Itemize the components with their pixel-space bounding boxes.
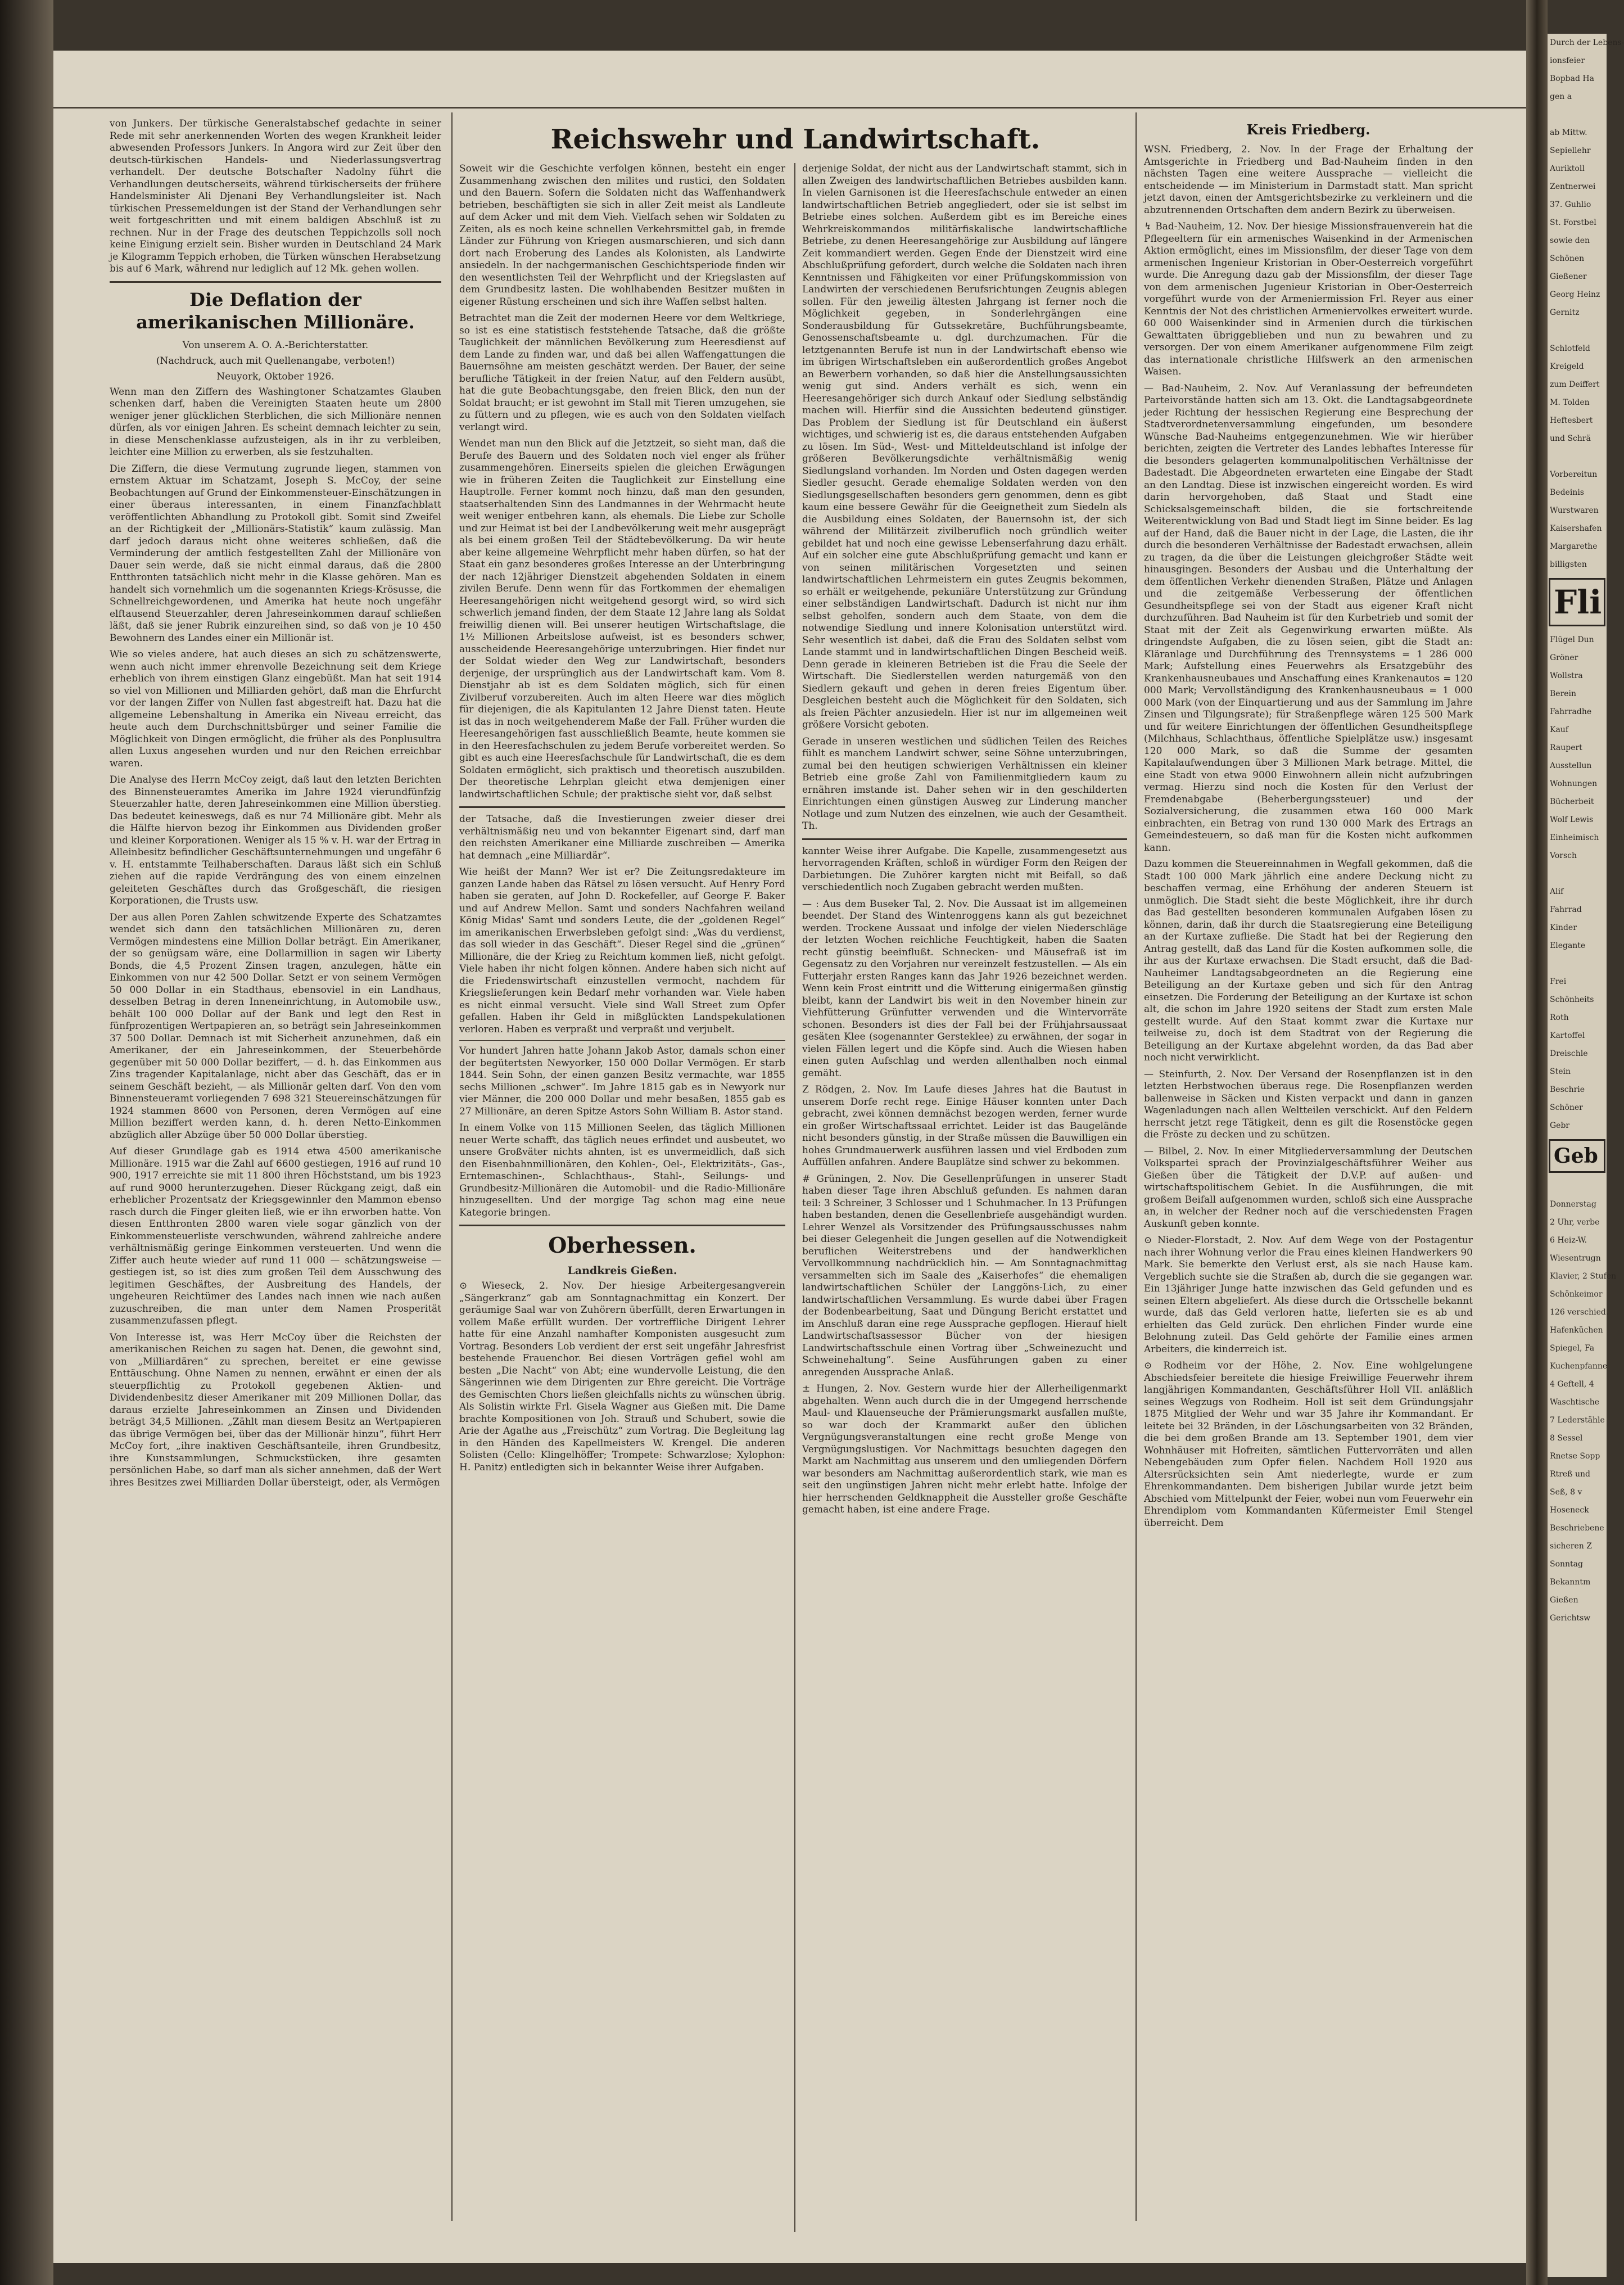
adjacent-page-fragment: Frei xyxy=(1550,977,1567,986)
adjacent-page-text xyxy=(1548,34,1624,1627)
adjacent-page-fragment: Klavier, 2 Stufen xyxy=(1550,1272,1617,1281)
adjacent-page-fragment: St. Forstbel xyxy=(1550,218,1596,227)
column-1 xyxy=(110,118,441,2198)
paragraph: In einem Volke von 115 Millionen Seelen, das täglich Millionen neuer Werte schafft, das täglich neues erfindet und ausbeutet, wo unsere Großväter nichts ahnten, ist es unvermeidlich, daß sich den Eisenbahnmillionären, den Kohlen-, Oel-, Elektrizitäts-, Gas-, Erntemaschinen-, Schlachthaus-, Stahl-, Seilungs- und Grundbesitz-Millionären die Automobil- und die Radio-Millionäre hinzugesellten. Und der morgige Tag schon mag eine neue Kategorie bringen. xyxy=(459,1122,785,1218)
adjacent-page-fragment: Auriktoll xyxy=(1550,164,1585,173)
adjacent-page-fragment: Fahrradhe xyxy=(1550,707,1592,716)
adjacent-page-fragment: Gerichtsw xyxy=(1550,1614,1591,1623)
paragraph: Die Ziffern, die diese Vermutung zugrunde liegen, stammen von ernstem Aktuar im Schatzamt, Joseph S. McCoy, der seine Beobachtungen auf Grund der Einkommensteuer-Einschätzungen in einer überaus interessanten, in einem Finanzfachblatt veröffentlichten Abhandlung zu Protokoll gibt. Somit sind Zweifel an der Richtigkeit der „Millionärs-Statistik“ kaum zulässig. Man darf jedoch daraus nicht ohne weiteres schließen, daß die Verminderung der amtlich festgestellten Zahl der Millionäre von Dauer sein werde, daß sie nicht einmal daraus, daß die 2800 Entthronten tatsächlich nicht mehr in die Klasse gehören. Man es handelt sich vornehmlich um die sogenannten Kriegs-Krösusse, die Schnellreichgewordenen, und Amerika hat heute noch ungefähr elftausend Steuerzahler, deren Jahreseinkommen darauf schließen läßt, daß sie jener Rubrik einzureihen sind, so daß von je 10 450 Bewohnern des Landes einer ein Millionär ist. xyxy=(110,463,442,644)
adjacent-page-fragment: 37. Guhlio xyxy=(1550,200,1591,209)
adjacent-page-fragment: M. Tolden xyxy=(1550,398,1590,407)
adjacent-page-fragment: Rnetse Sopp xyxy=(1550,1452,1600,1461)
adjacent-page-fragment xyxy=(1548,448,1607,466)
adjacent-page-fragment: Schöner xyxy=(1550,1103,1583,1112)
column-4 xyxy=(1144,118,1473,2232)
paragraph: Gerade in unseren westlichen und südlichen Teilen des Reiches fühlt es manchem Landwirt schwer, seine Söhne unterzubringen, zumal bei den heutigen schwierigen Verhältnissen ein kleiner Betrieb eine große Zahl von Familienmitgliedern kaum zu ernähren imstande ist. Daher sehen wir in den geschilderten Einrichtungen einen günstigen Ausweg zur Linderung mancher Notlage und zum Nutzen des einzelnen, wie auch der Gesamtheit. Th. xyxy=(802,735,1127,832)
column-2 xyxy=(459,163,785,2232)
section-divider xyxy=(459,1040,785,1041)
adjacent-page-fragment: Schönen xyxy=(1550,254,1585,263)
paragraph: kannter Weise ihrer Aufgabe. Die Kapelle, zusammengesetzt aus hervorragenden Kräften, schloß in würdiger Form den Reigen der Darbietungen. Die Zuhörer kargten nicht mit Beifall, so daß verschiedentlich noch Zugaben gebracht werden mußten. xyxy=(802,845,1127,893)
adjacent-page-fragment: Schönkeimor xyxy=(1550,1290,1603,1299)
paragraph: — : Aus dem Buseker Tal, 2. Nov. Die Aussaat ist im allgemeinen beendet. Der Stand des Wintenroggens kann als gut bezeichnet werden. Trockene Aussaat und infolge der vielen Niederschläge der letzten Wochen reichliche Feuchtigkeit, haben die Saaten recht günstig beeinflußt. Schnecken- und Mäusefraß ist im Gegensatz zu den Vorjahren nur vereinzelt festzustellen. — Als ein Futterjahr ersten Ranges kann das Jahr 1926 bezeichnet werden. Wenn kein Frost eintritt und die Witterung einigermaßen günstig bleibt, kann der Landwirt bis weit in den November hinein zur Viehfütterung Grünfutter verwenden und die Wintervorräte schonen. Besonders ist dies der Fall bei der Frühjahrsaussaat gesäten Klee (sogenannter Gersteklee) zu erwähnen, der sogar in vielen Fällen legert und die Köpfe sind. Auch die Wiesen haben einen guten Aufschlag und werden allenthalben noch einmal gemäht. xyxy=(802,898,1127,1079)
adjacent-page-fragment: Fahrrad xyxy=(1550,905,1582,914)
paragraph: Wie so vieles andere, hat auch dieses an sich zu schätzenswerte, wenn auch nicht immer ehrenvolle Bezeichnung seit dem Kriege erheblich von ihrem einstigen Glanz eingebüßt. Man hat seit 1914 so viel von Millionen und Milliarden gehört, daß man die Ehrfurcht vor der langen Ziffer von Nullen fast abgestreift hat. Dazu hat die allgemeine Lebenshaltung in Amerika ein Niveau erreicht, das heute auch dem Durchschnittsbürger und seiner Familie die Möglichkeit von Dingen ermöglicht, die früher als des Ponplusultra allen Luxus angesehen wurden und nur den Reichen erreichbar waren. xyxy=(110,649,441,769)
reichswehr-headline: Reichswehr und Landwirtschaft. xyxy=(550,124,1041,155)
adjacent-page-fragment xyxy=(1548,322,1607,340)
adjacent-page-fragment: Georg Heinz xyxy=(1550,290,1600,299)
adjacent-page-fragment: Wiesentrugn xyxy=(1550,1254,1601,1263)
section-divider xyxy=(802,838,1127,840)
adjacent-page-fragment: Stein xyxy=(1550,1067,1571,1076)
paragraph: WSN. Friedberg, 2. Nov. In der Frage der Erhaltung der Amtsgerichte in Friedberg und Bad-Nauheim finden in den nächsten Tagen eine weitere Aussprache — vielleicht die entscheidende — im Ministerium in Darmstadt statt. Man spricht jetzt davon, einen der Amtsgerichtsbezirke zu verkleinern und die abzutrennenden Ortschaften dem andern Bezirk zu überweisen. xyxy=(1144,144,1473,216)
deflation-byline: Von unserem A. O. A.-Berichterstatter. xyxy=(182,339,369,351)
column-3 xyxy=(802,163,1127,2232)
adjacent-page-fragment: Hafenküchen xyxy=(1550,1326,1603,1335)
adjacent-page-fragment: Vorsch xyxy=(1550,851,1577,860)
adjacent-page-fragment: Dreischle xyxy=(1550,1049,1588,1058)
adjacent-page-fragment: sowie den xyxy=(1550,236,1590,245)
adjacent-page-fragment: Roth xyxy=(1550,1013,1569,1022)
paragraph: — Bilbel, 2. Nov. In einer Mitgliederversammlung der Deutschen Volkspartei sprach der Provinzialgeschäftsführer Weiher aus Gießen über die Tätigkeit der D.V.P. auf außen- und wirtschaftspolitischem Gebiet. In die Ausführungen, die mit großem Beifall aufgenommen wurden, schloß sich eine Aussprache an, in welcher der Redner noch auf die verschiedensten Fragen Auskunft geben konnte. xyxy=(1144,1145,1473,1230)
adjacent-page-fragment: Elegante xyxy=(1550,941,1586,950)
adjacent-page-fragment: Sonntag xyxy=(1550,1560,1583,1569)
adjacent-page-fragment: ionsfeier xyxy=(1550,56,1585,65)
adjacent-page-fragment: Wohnungen xyxy=(1550,779,1598,788)
adjacent-page-fragment: Bücherbeit xyxy=(1550,797,1594,806)
adjacent-page-fragment: Wurstwaren xyxy=(1550,506,1599,515)
adjacent-page-fragment: sicheren Z xyxy=(1550,1542,1592,1551)
adjacent-page-fragment xyxy=(1548,955,1607,973)
section-divider xyxy=(459,806,785,808)
paragraph: ⊙ Wieseck, 2. Nov. Der hiesige Arbeitergesangverein „Sängerkranz“ gab am Sonntagnachmittag ein Konzert. Der geräumige Saal war von Zuhörern überfüllt, deren Erwartungen in vollem Maße erfüllt wurden. Der vortreffliche Dirigent Lehrer hatte für eine Anzahl namhafter Komponisten ausgesucht zum Vortrag. Besonders Lob verdient der erst seit ungefähr Jahresfrist bestehende Frauenchor. Bei diesen Vorträgen gefiel wohl am besten „Die Nacht“ von Abt; eine wundervolle Leistung, die den Sängerinnen wie dem Dirigenten zur Ehre gereicht. Die Vorträge des Gemischten Chors ließen gleichfalls nichts zu wünschen übrig. Als Solistin wirkte Frl. Gisela Wagner aus Gießen mit. Die Dame brachte Kompositionen von Joh. Strauß und Schubert, sowie die Arie der Agathe aus „Freischütz“ zum Vortrag. Die Begleitung lag in den Händen des Kapellmeisters W. Krengel. Die anderen Solisten (Cello: Klingelhöffer; Trompete: Schwarzlose; Xylophon: H. Panitz) entledigten sich in bekannter Weise ihrer Aufgaben. xyxy=(459,1280,785,1473)
adjacent-page-fragment: ab Mittw. xyxy=(1550,128,1587,137)
adjacent-page-fragment: Kinder xyxy=(1550,923,1577,932)
adjacent-page-fragment: Schönheits xyxy=(1550,995,1594,1004)
paragraph: Wenn man den Ziffern des Washingtoner Schatzamtes Glauben schenken darf, haben die Vereinigten Staaten heute um 2800 weniger jener glücklichen Sterblichen, die sich Millionäre nennen dürfen, als vor einigen Jahren. Es scheint demnach leichter zu sein, in diese Menschenklasse aufzusteigen, als in ihr zu verbleiben, leichter eine Million zu erwerben, als sie festzuhalten. xyxy=(110,386,441,458)
adjacent-ad-box: Geb xyxy=(1549,1139,1605,1173)
adjacent-page-fragment: Bekanntm xyxy=(1550,1578,1591,1587)
adjacent-page-fragment: Flügel Dun xyxy=(1550,635,1594,644)
paragraph: Der aus allen Poren Zahlen schwitzende Experte des Schatzamtes wendet sich dann den tatsächlichen Millionären zu, deren Vermögen mindestens eine Million Dollar beträgt. Ein Amerikaner, der so genügsam wäre, eine Dollarmillion in sagen wir Liberty Bonds, die 4,5 Prozent Zinsen tragen, anzulegen, hätte ein Einkommen von nur 42 500 Dollar. Setzt er von seinem Vermögen 50 000 Dollar in ein Stadthaus, ebensoviel in ein Landhaus, desselben Betrag in deren Inneneinrichtung, in Automobile usw., behält 100 000 Dollar auf der Bank und legt den Rest in fünfprozentigen Wertpapieren an, so beträgt sein Jahreseinkommen 37 500 Dollar. Demnach ist mit Sicherheit anzunehmen, daß ein Amerikaner, der ein Jahreseinkommen, der Steuerbehörde gegenüber mit 50 000 Dollar beziffert, — d. h. das Einkommen aus Zins tragender Kapitalanlage, nicht aber das Geschäft, das er in seinem Geschäft bezieht, — als Millionär gelten darf. Von den vom Binnensteueramt vorliegenden 7 698 321 Steuereinschätzungen für 1924 stammen 8600 von Personen, deren Vermögen auf eine Million beziffert werden kann, d. h. deren Netto-Einkommen abzüglich aller Abzüge über 50 000 Dollar überstieg. xyxy=(110,911,441,1141)
deflation-dateline: Neuyork, Oktober 1926. xyxy=(216,371,334,382)
adjacent-page-fragment: Gröner xyxy=(1550,653,1578,662)
adjacent-page-fragment: Kreigeld xyxy=(1550,362,1584,371)
paragraph: von Junkers. Der türkische Generalstabschef gedachte in seiner Rede mit sehr anerkennenden Worten des wegen Krankheit leider abwesenden Professors Junkers. In Angora wird zur Zeit über den deutsch-türkischen Handels- und Niederlassungsvertrag verhandelt. Der deutsche Botschafter Nadolny führt die Verhandlungen deutscherseits, während türkischerseits der frühere Handelsminister Ali Djenani Bey Verhandlungsleiter ist. Nach türkischen Pressemeldungen ist der Stand der Verhandlungen sehr weit fortgeschritten und mit einem baldigen Abschluß ist zu rechnen. Nur in der Frage des deutschen Teppichzolls soll noch keine Einigung erzielt sein. Bisher wurden in Deutschland 24 Mark je Kilogramm Teppich erhoben, die Türken wünschen Herabsetzung bis auf 6 Mark, während nur lediglich auf 12 Mk. gehen wollen. xyxy=(110,118,441,274)
paragraph: Betrachtet man die Zeit der modernen Heere vor dem Weltkriege, so ist es eine statistisch feststehende Tatsache, daß die größte Tauglichkeit der männlichen Bevölkerung zum Heeresdienst auf dem Lande zu finden war, und daß bei allen Waffengattungen die Bauernsöhne am meisten geschätzt werden. Der Bauer, der seine berufliche Tätigkeit in der freien Natur, auf den Feldern ausübt, hat die gute Beobachtungsgabe, den freien Blick, den nun der Soldat braucht; er ist gewohnt im Stall mit Tieren umzugehen, sie zu füttern und zu pflegen, wie es auch von den Soldaten vielfach verlangt wird. xyxy=(459,313,785,433)
adjacent-page-edge xyxy=(1548,34,1624,2277)
oberhessen-subtitle: Landkreis Gießen. xyxy=(567,1265,677,1277)
adjacent-page-fragment: Beschriebene xyxy=(1550,1524,1604,1533)
book-spine xyxy=(0,0,53,2285)
adjacent-page-fragment: Margarethe xyxy=(1550,542,1598,551)
continued-article xyxy=(110,118,441,276)
paragraph: — Bad-Nauheim, 2. Nov. Auf Veranlassung der befreundeten Parteivorstände hatten sich am 13. Okt. die Landtagsabgeordnete jeder Richtung der hessischen Regierung eine Besprechung der Stadtverordnetenversammlung eingefunden, um besondere Wünsche Bad-Nauheims entgegenzunehmen. Wie wir hierüber berichten, zeigten die Vertreter des Landes lebhaftes Interesse für die besonders gelagerten kommunalpolitischen Verhältnisse der Badestadt. Die Abgeordneten erwarteten eine Eingabe der Stadt an den Landtag. Diese ist inzwischen eingereicht worden. Es wird darin hervorgehoben, daß Staat und Stadt eine Schicksalsgemeinschaft bilden, die sie fortschreitende Weiterentwicklung von Bad und Stadt liegt im Sinne beider. Es lag auf der Hand, daß die Bauer nicht in der Lage, die Lasten, die ihr durch die besonderen Verhältnisse der Badestadt erwachsen, allein zu tragen, da die über die Leistungen gleichgroßer Städte weit hinausgingen. Besonders der Ausbau und die Unterhaltung der dem öffentlichen Verkehr dienenden Straßen, Plätze und Anlagen und die zeitgemäße Verbesserung der öffentlichen Gesundheitspflege sei von der Stadt aus eigener Kraft nicht durchzuführen. Bad Nauheim ist für den Kurbetrieb und somit der Staat mit der Zeit als Gegenwirkung erwarten müßte. Als dringendste Aufgaben, die zu lösen seien, gibt die Stadt an: Kläranlage und Durchführung des Trennsystems = 1 286 000 Mark; Aufstellung eines Feuerwehrs als Ersatzgebühr des Krankenhausneubaues und Anschaffung eines Krankenautos = 120 000 Mark; Vervollständigung des Krankenhausneubaus = 1 000 000 Mark (von der Einquartierung und aus der Sammlung im Jahre Zinsen und Tilgungsrate); für Straßenpflege wären 125 500 Mark und für weitere Einrichtungen der öffentlichen Gesundheitspflege (Milchhaus, Schlachthaus, öffentliche Spielplätze usw.) insgesamt 120 000 Mark, so daß die Summe der gesamten Kapitalaufwendungen über 3 Millionen Mark betrage. Mittel, die eine Stadt von etwa 9000 Einwohnern allein nicht aufzubringen vermag. Hierzu sind noch die Kosten für den Verlust der Fremdenabgabe (Beherbergungssteuer) und der Sozialversicherung, die zusammen etwa 160 000 Mark einbrachten, ein Betrag von rund 130 000 Mark des Ertrags an Gemeindesteuern, so daß man für die Kosten nicht aufkommen kann. xyxy=(1144,382,1473,854)
adjacent-page-fragment: Schlotfeld xyxy=(1550,344,1590,353)
section-divider xyxy=(459,1225,785,1226)
adjacent-page-fragment: Kartoffel xyxy=(1550,1031,1585,1040)
deflation-headline: Die Deflation der amerikanischen Millionäre. xyxy=(136,288,415,333)
column-rule xyxy=(1136,112,1137,2221)
paragraph: Wendet man nun den Blick auf die Jetztzeit, so sieht man, daß die Berufe des Bauern und des Soldaten noch viel enger als früher zusammengehören. Einerseits spielen die gleichen Erwägungen wie in früheren Zeiten die Tauglichkeit zur Einstellung eine Hauptrolle. Ferner kommt noch hinzu, daß man den gesunden, staatserhaltenden Sinn des Landmannes in der Wehrmacht heute weit weniger entbehren kann, als ehemals. Die Liebe zur Scholle und zur Heimat ist bei der Landbevölkerung weit mehr ausgeprägt als bei einem großen Teil der Städtebevölkerung. Da wir heute aber keine allgemeine Wehrpflicht mehr haben dürfen, so hat der Staat ein ganz besonderes großes Interesse an der Unterbringung der nach 12jähriger Dienstzeit abgehenden Soldaten in einem zivilen Berufe. Denn wenn für das Fortkommen der ehemaligen Heeresangehörigen nicht weitgehend gesorgt wird, so wird sich schwerlich jemand finden, der dem Staate 12 Jahre lang als Soldat freiwillig dienen will. Bei unserer heutigen Wirtschaftslage, die 1½ Millionen Arbeitslose aufweist, ist es besonders schwer, ausscheidende Heeresangehörige unterzubringen. Hier findet nur der Soldat wieder den Weg zur Landwirtschaft, besonders derjenige, der ursprünglich aus der Landwirtschaft kam. Vom 8. Dienstjahr ab ist es dem Soldaten möglich, sich für einen Zivilberuf vorzubereiten. Auch im alten Heere war dies möglich für diejenigen, die als Kapitulanten 12 Jahre Dienst taten. Heute ist das in noch weitgehenderem Maße der Fall. Früher wurden die Heeresangehörigen fast ausschließlich Beamte, heute kommen sie in den Heeresfachschulen zu jedem Berufe vorbereitet werden. So gibt es auch eine Heeresfachschule für Landwirtschaft, die es dem Soldaten ermöglicht, sich praktisch und theoretisch auszubilden. Der theoretische Lehrplan gleicht etwa demjenigen einer landwirtschaftlichen Schule; der praktische sieht vor, daß selbst xyxy=(459,438,785,800)
adjacent-page-fragment: 7 Lederstähle xyxy=(1550,1416,1605,1425)
adjacent-page-fragment: Gebr xyxy=(1550,1121,1570,1130)
oberhessen-headline: Oberhessen. xyxy=(548,1232,696,1258)
paragraph: — Steinfurth, 2. Nov. Der Versand der Rosenpflanzen ist in den letzten Herbstwochen überaus rege. Die Rosenpflanzen werden ballenweise in Säcken und Kisten verpackt und dann in ganzen Wagenladungen nach allen Weltteilen verschickt. Auf den Feldern herrscht jetzt rege Tätigkeit, denn es gilt die Rosenstöcke gegen die Fröste zu decken und zu schützen. xyxy=(1144,1068,1473,1140)
adjacent-page-fragment: 8 Sessel xyxy=(1550,1434,1583,1443)
adjacent-page-fragment xyxy=(1548,1177,1607,1195)
adjacent-page-fragment xyxy=(1548,106,1607,124)
paragraph: ⊙ Nieder-Florstadt, 2. Nov. Auf dem Wege von der Postagentur nach ihrer Wohnung verlor die Frau eines kleinen Handwerkers 90 Mark. Sie bemerkte den Verlust erst, als sie nach Hause kam. Vergeblich suchte sie die Straßen ab, durch die sie gegangen war. Ein 13jähriger Junge hatte inzwischen das Geld gefunden und es seinen Eltern abgeliefert. Als diese durch die Ortsschelle bekannt wurde, daß das Geld verloren hatte, lieferten sie es ab und erhielten das Geld zurück. Den ehrlichen Finder wurde eine Belohnung zuteil. Das Geld gehörte der Familie eines armen Arbeiters, die kinderreich ist. xyxy=(1144,1235,1473,1355)
adjacent-page-fragment: Heftesbert xyxy=(1550,416,1593,425)
paragraph: Die Analyse des Herrn McCoy zeigt, daß laut den letzten Berichten des Binnensteueramtes Amerika im Jahre 1924 vierundfünfzig Steuerzahler hatte, deren Jahreseinkommen eine Million überstieg. Das bedeutet keineswegs, daß es nur 74 Millionäre gibt. Mehr als die Hälfte hiervon bezog ihr Einkommen aus Dividenden großer und kleiner Korporationen. Weniger als 15 % v. H. war der Ertrag in Alleinbesitz befindlicher Geschäftsunternehmungen und ungefähr 6 v. H. entstammte Teilhaberschaften. Daraus läßt sich ein Schluß ziehen auf die rapide Verdrängung des von einem einzelnen geleiteten Geschäftes durch das Großgeschäft, die riesigen Korporationen, die Trusts usw. xyxy=(110,774,441,906)
section-divider xyxy=(110,281,441,283)
adjacent-page-fragment: Gernitz xyxy=(1550,308,1580,317)
paragraph: Vor hundert Jahren hatte Johann Jakob Astor, damals schon einer der begütertsten Newyorker, 150 000 Dollar Vermögen. Er starb 1844. Sein Sohn, der einen ganzen Besitz vermachte, war 1855 sechs Millionen „schwer“. Im Jahre 1815 gab es in Newyork nur vier Männer, die 200 000 Dollar und mehr besaßen, 1855 gab es 27 Millionäre, an deren Spitze Astors Sohn William B. Astor stand. xyxy=(459,1045,785,1117)
adjacent-page-fragment: Kuchenpfanne xyxy=(1550,1362,1608,1371)
adjacent-page-fragment: Alif xyxy=(1550,887,1564,896)
paragraph: Von Interesse ist, was Herr McCoy über die Reichsten der amerikanischen Reichen zu sagen hat. Denen, die gewohnt sind, von „Milliardären“ zu sprechen, bereitet er eine gewisse Enttäuschung. Ohne Namen zu nennen, erwähnt er einen der als steuerpflichtig zu Protokoll gegebenen Aktien- und Dividendenbesitz dieser Amerikaner mit 209 Millionen Dollar, das daraus erzielte Jahreseinkommen an Zinsen und Dividenden beträgt 34,5 Millionen. „Zählt man diesem Besitz an Wertpapieren das übrige Vermögen bei, über das der Millionär hinzu“, führt Herr McCoy fort, „ihre inaktiven Geschäftsanteile, ihren Grundbesitz, ihre Kunstsammlungen, Schmuckstücken, ihre gesamten persönlichen Habe, so darf man als sicher annehmen, daß der Wert ihres Besitzes zwei Milliarden Dollar übersteigt, oder, als Vermögen xyxy=(110,1331,441,1488)
adjacent-page-fragment: Rtreß und xyxy=(1550,1470,1590,1479)
paragraph: ↯ Bad-Nauheim, 12. Nov. Der hiesige Missionsfrauenverein hat die Pflegeeltern für ein armenisches Waisenkind in der Armenischen Aktion ermöglicht, eines im Missionsfilm, der dieser Tage von dem armenischen Ingenieur Kristorian in Ober-Oesterreich vorgeführt wurde. Die Anregung dazu gab der Missionsfilm, der dieser Tage von dem armenischen Jugenieur Kristorian in Ober-Oesterreich vorgeführt wurde von der Armeniermission Frl. Reyer aus einer Kenntnis der Not des christlichen Armeniervolkes erweitert wurde. 60 000 Waisenkinder sind in Armenien durch die türkischen Gewalttaten übriggeblieben und nun zu bewahren und zu versorgen. Der von einem Amerikaner aufgenommene Film zeigt das internationale christliche Hilfswerk an den armenischen Waisen. xyxy=(1144,221,1473,377)
column-rule xyxy=(794,163,795,2232)
paragraph: Wie heißt der Mann? Wer ist er? Die Zeitungsredakteure im ganzen Lande haben das Rätsel zu lösen versucht. Auf Henry Ford haben sie geraten, auf John D. Rockefeller, auf George F. Baker und auf Andrew Mellon. Samt und sonders Nachfahren weiland König Midas' Samt und sonders Leute, die der „goldenen Regel“ im amerikanischen Erwerbsleben gefolgt sind: „Was du verdienst, das soll wieder in das Geschäft“. Dieser Regel sind die „grünen“ Millionäre, die der Krieg zu Reichtum kommen ließ, nicht gefolgt. Viele haben ihr nicht folgen können. Andere haben sich nicht auf die Friedenswirtschaft einzustellen vermocht, nachdem für Kriegslieferungen kein Bedarf mehr vorhanden war. Viele haben es nicht einmal versucht. Viele sind Wall Street zum Opfer gefallen. Haben ihr Geld in mißglückten Landspekulationen verloren. Haben es verpraßt und verpraßt und verjubelt. xyxy=(459,866,785,1035)
adjacent-page-fragment: Wollstra xyxy=(1550,671,1583,680)
adjacent-page-fragment: 6 Heiz-W. xyxy=(1550,1236,1587,1245)
adjacent-page-fragment: Einheimisch xyxy=(1550,833,1599,842)
adjacent-page-fragment: Bedeinis xyxy=(1550,488,1584,497)
adjacent-page-fragment: 2 Uhr, verbe xyxy=(1550,1218,1600,1227)
adjacent-page-fragment: gen a xyxy=(1550,92,1572,101)
adjacent-page-fragment: Wolf Lewis xyxy=(1550,815,1594,824)
adjacent-page-fragment: Spiegel, Fa xyxy=(1550,1344,1595,1353)
adjacent-page-fragment: Gießener xyxy=(1550,272,1587,281)
paragraph: der Tatsache, daß die Investierungen zweier dieser drei verhältnismäßig neu und von bekannter Eigenart sind, darf man den reichsten Amerikaner eine Milliarde zuschreiben — Amerika hat demnach „eine Milliardär“. xyxy=(459,814,785,861)
adjacent-page-fragment: 4 Geftell, 4 xyxy=(1550,1380,1594,1389)
adjacent-page-fragment: Durch der Lebens- xyxy=(1550,38,1624,47)
adjacent-page-fragment: Berein xyxy=(1550,689,1577,698)
adjacent-page-fragment: Ausstellun xyxy=(1550,761,1592,770)
top-rule xyxy=(53,107,1526,109)
adjacent-page-fragment: Beschrie xyxy=(1550,1085,1585,1094)
adjacent-page-fragment: Raupert xyxy=(1550,743,1582,752)
adjacent-page-fragment: Hoseneck xyxy=(1550,1506,1589,1515)
paragraph: # Grüningen, 2. Nov. Die Gesellenprüfungen in unserer Stadt haben dieser Tage ihren Abschluß gefunden. Es nahmen daran teil: 3 Schreiner, 3 Schlosser und 1 Schuhmacher. In 13 Prüfungen haben bestanden, denen die Gesellenbriefe ausgehändigt wurden. Lehrer Wenzel als Vorsitzender des Prüfungsausschusses nahm bei dieser Gelegenheit die Jungen gesellen auf die Notwendigkeit beruflichen Weiterstrebens und der handwerklichen Vervollkommnung nachdrücklich hin. — Am Sonntagnachmittag versammelten sich im Saale des „Kaiserhofes“ die ehemaligen landwirtschaftlichen Schüler der Langgöns-Lich, zu einer landwirtschaftlichen Versammlung. Es wurde dabei über Fragen der Bodenbearbeitung, Saat und Düngung Bericht erstattet und im Anschluß daran eine rege Aussprache gepflogen. Hierauf hielt Landwirtschaftsassessor Bücher von der hiesigen Landwirtschaftsschule einen Vortrag über „Schweinezucht und Schweinehaltung“. Seine Ausführungen gaben zu einer anregenden Aussprache Anlaß. xyxy=(802,1173,1127,1378)
adjacent-page-fragment: Bopbad Ha xyxy=(1550,74,1594,83)
adjacent-page-fragment: Donnerstag xyxy=(1550,1200,1596,1209)
adjacent-page-fragment: Vorbereitun xyxy=(1550,470,1598,479)
paragraph: Dazu kommen die Steuereinnahmen in Wegfall gekommen, daß die Stadt 100 000 Mark jährlich eine andere Deckung nicht zu beschaffen vermag, eine Erhöhung der anderen Steuern ist unmöglich. Die Stadt sieht die beste Möglichkeit, ihre ihr durch das Bad gestellten besonderen kommunalen Aufgaben lösen zu können, darin, daß ihr durch die Staatsregierung eine Beteiligung an der Kurtaxe zufließe. Die Stadt hat bei der Regierung den Antrag gestellt, daß das Land für die Kosten aufkommen solle, die ihr aus der Kurtaxe erwachsen. Die Stadt ersucht, daß die Bad-Nauheimer Landtagsabgeordneten an die Regierung eine Beteiligung an der Kurtaxe geben und sich für den Antrag einsetzen. Die Forderung der Beteiligung an der Kurtaxe ist schon alt, die schon im Jahre 1920 seitens der Stadt zum ersten Male gestellt wurde. Auf den Staat kommt zwar die Kurtaxe nur teilweise zu, doch ist dem Stadtrat von der Regierung die Beteiligung an der Kurtaxe abgelehnt worden, da das Bad aber noch nicht verwirklicht. xyxy=(1144,859,1473,1063)
column-rule xyxy=(451,112,453,2221)
deflation-note: (Nachdruck, auch mit Quellenangabe, verboten!) xyxy=(156,355,395,367)
adjacent-page-fragment: 126 verschied. xyxy=(1550,1308,1609,1317)
friedberg-headline: Kreis Friedberg. xyxy=(1246,121,1370,138)
paragraph: Soweit wir die Geschichte verfolgen können, besteht ein enger Zusammenhang zwischen den milites und rustici, den Soldaten und den Bauern. Sofern die Soldaten nicht das Waffenhandwerk betrieben, beschäftigten sie sich in aller Zeit meist als Landleute auf dem Acker und mit dem Vieh. Vielfach sehen wir Soldaten zu Zeiten, als es noch keine schnellen Verkehrsmittel gab, in fremde Länder zur Führung von Kriegen ausmarschieren, und sich dann dort nach Eroberung des Landes als Kolonisten, als Landwirte ansiedeln. In der nachgermanischen Geschichtsperiode finden wir den wesentlichsten Teil der Wehrpflicht und der Kriegslasten auf dem Grundbesitz lasten. Die wohlhabenden Besitzer mußten in eigener Rüstung erscheinen und sich ihre Waffen selbst halten. xyxy=(459,163,785,308)
adjacent-page-fragment: Gießen xyxy=(1550,1596,1578,1605)
adjacent-ad-box: Fli xyxy=(1549,578,1605,626)
page-gutter xyxy=(1526,0,1548,2285)
adjacent-page-fragment: Sepiellehr xyxy=(1550,146,1591,155)
adjacent-page-fragment: Waschtische xyxy=(1550,1398,1599,1407)
adjacent-page-fragment: Zentnerwei xyxy=(1550,182,1596,191)
adjacent-page-fragment: Kauf xyxy=(1550,725,1569,734)
adjacent-page-fragment xyxy=(1548,865,1607,883)
adjacent-page-fragment: und Schrä xyxy=(1550,434,1591,443)
paragraph: ± Hungen, 2. Nov. Gestern wurde hier der Allerheiligenmarkt abgehalten. Wenn auch durch die in der Umgegend herrschende Maul- und Klauenseuche der Prämierungsmarkt ausfallen mußte, so war doch der Krammarkt außer den üblichen Vergnügungsveranstaltungen eine recht große Menge von Vergnügungslustigen. Vor Nachmittags besuchten dagegen den Markt am Nachmittag aus unserem und den umliegenden Dörfern war besonders am Nachmittag außerordentlich stark, wie man es seit den ungünstigen Jahren nicht mehr erlebt hatte. Infolge der hier herrschenden Geldknappheit die Aussteller große Geschäfte gemacht haben, ist eine andere Frage. xyxy=(802,1383,1127,1515)
newspaper-page xyxy=(53,51,1526,2263)
paragraph: ⊙ Rodheim vor der Höhe, 2. Nov. Eine wohlgelungene Abschiedsfeier bereitete die hiesige Freiwillige Feuerwehr ihrem langjährigen Kommandanten, Geschäftsführer Holl VII. anläßlich seines Wegzugs von Rodheim. Holl ist seit dem Gründungsjahr 1875 Mitglied der Wehr und war 35 Jahre ihr Kommandant. Er leitete bei 32 Bränden, in der Löschungsarbeiten von 32 Bränden, die bei dem großen Brande am 13. September 1901, dem vier Wohnhäuser mit Hofreiten, sämtlichen Futtervorräten und allen Nebengebäuden zum Opfer fielen. Nachdem Holl 1920 aus Altersrücksichten sein Amt niederlegte, wurde er zum Ehrenkommandanten. Dem bisherigen Jubilar wurde jetzt beim Abschied vom Mittelpunkt der Feier, wobei nun vom Feuerwehr ein Ehrendiplom vom Kommandanten Küfermeister Emil Stengel überreicht. Dem xyxy=(1144,1360,1473,1529)
paragraph: Auf dieser Grundlage gab es 1914 etwa 4500 amerikanische Millionäre. 1915 war die Zahl auf 6600 gestiegen, 1916 auf rund 10 900, 1917 erreichte sie mit 11 800 ihren Höchststand, um bis 1923 auf rund 9000 herunterzugehen. Dieser Rückgang zeigt, daß ein erheblicher Prozentsatz der Kriegsgewinnler den Mammon ebenso rasch durch die Finger gleiten ließ, wie er ihn erworben hatte. Von diesen Entthronten 2800 waren viele sogar gänzlich von der Einkommensteuerliste verschwunden, während zahlreiche andere verhältnismäßig geringe Einkommen versteuerten. Und wenn die Ziffer auch heute wieder auf rund 11 000 — schätzungsweise — gestiegen ist, so ist dies zum großen Teil dem Ausschwung des legitimen Geschäftes, der Ausbreitung des Handels, der ungeheuren Reichtümer des Landes nach innen wie nach außen zuzuschreiben, die man unter dem Namen Prosperität zusammenzufassen pflegt. xyxy=(110,1146,441,1326)
adjacent-page-fragment: Kaisershafen xyxy=(1550,524,1602,533)
adjacent-page-fragment: Seß, 8 v xyxy=(1550,1488,1582,1497)
paragraph: derjenige Soldat, der nicht aus der Landwirtschaft stammt, sich in allen Zweigen des landwirtschaftlichen Betriebes ausbilden kann. In vielen Garnisonen ist die Heeresfachschule entweder an einen landwirtschaftlichen Betrieb angegliedert, oder sie ist selbst im Betriebe eines solchen. Außerdem gibt es im Bereiche eines Wehrkreiskommandos militärfiskalische landwirtschaftliche Betriebe, zu denen Heeresangehörige zur Ausbildung auf längere Zeit kommandiert werden. Gegen Ende der Dienstzeit wird eine Abschlußprüfung gefordert, durch welche die Soldaten nach ihren Kenntnissen und Fähigkeiten vor einer Prüfungskommission von Landwirten der verschiedenen Berufsrichtungen Zeugnis ablegen sollen. Für den jeweilig ältesten Jahrgang ist ferner noch die Möglichkeit gegeben, in Sonderlehrgängen eine Sonderausbildung für Gutssekretäre, Buchführungsbeamte, Genossenschaftsbeamte u. dgl. durchzumachen. Für die letztgenannten Berufe ist nun in der Landwirtschaft ebenso wie im übrigen Wirtschaftsleben ein außerordentlich großes Angebot an Bewerbern vorhanden, so daß hier die Anstellungsaussichten wenig gut sind. Anders verhält es sich, wenn ein Heeresangehöriger sich durch Ankauf oder Siedlung selbständig machen will. Hierfür sind die Aussichten bedeutend günstiger. Das Problem der Siedlung ist für Deutschland ein äußerst wichtiges, und schwierig ist es, die daraus entstehenden Aufgaben zu lösen. Im Süd-, West- und Mitteldeutschland ist infolge der größeren Bevölkerungsdichte verhältnismäßig wenig Siedlungsland vorhanden. Im Norden und Osten dagegen werden Siedler gesucht. Gerade ehemalige Soldaten werden von den Siedlungsgesellschaften besonders gern genommen, denn es gibt kaum eine bessere Gewähr für die Geeignetheit zum Siedeln als die Ausbildung eines Soldaten, der Bauernsohn ist, der sich während der Militärzeit zivilberuflich noch gründlich weiter gebildet hat und noch eine gewisse Lebenserfahrung dazu erhält. Auf ein solcher eine gute Abschlußprüfung gemacht und kann er von seinen militärischen Vorgesetzten und seinen landwirtschaftlichen Lehrmeistern ein gutes Zeugnis bekommen, so erhält er weitgehende, pekuniäre Unterstützung zur Gründung einer selbständigen Landwirtschaft. Dadurch ist nicht nur ihm selbst geholfen, sondern auch dem Staate, von dem die notwendige Siedlung und innere Kolonisation unterstützt wird. Sehr wesentlich ist dabei, daß die Frau des Soldaten selbst vom Lande stammt und in landwirtschaftlichen Dingen Bescheid weiß. Denn gerade in kleineren Betrieben ist die Frau die Seele der Wirtschaft. Die Siedlerstellen werden naturgemäß von den Siedlern gekauft und gehen in deren freies Eigentum über. Desgleichen besteht auch die Möglichkeit für den Soldaten, sich als freien Pächter anzusiedeln. Hier ist nur im allgemeinen weit größere Vorsicht geboten. xyxy=(802,163,1127,730)
adjacent-page-fragment: billigsten xyxy=(1550,560,1587,569)
paragraph: Z Rödgen, 2. Nov. Im Laufe dieses Jahres hat die Bautust in unserem Dorfe recht rege. Einige Häuser konnten unter Dach gebracht, zwei können demnächst bezogen werden, ferner wurde ein großer Wirtschaftssaal errichtet. Leider ist das Baugelände nicht besonders günstig, in der Straße müssen die Bauwilligen ein hohes Grundmauerwerk ausführen lassen und viel Erdboden zum Auffüllen anfahren. Andere Bauplätze sind schwer zu bekommen. xyxy=(802,1084,1127,1168)
adjacent-page-fragment: zum Deiffert xyxy=(1550,380,1600,389)
